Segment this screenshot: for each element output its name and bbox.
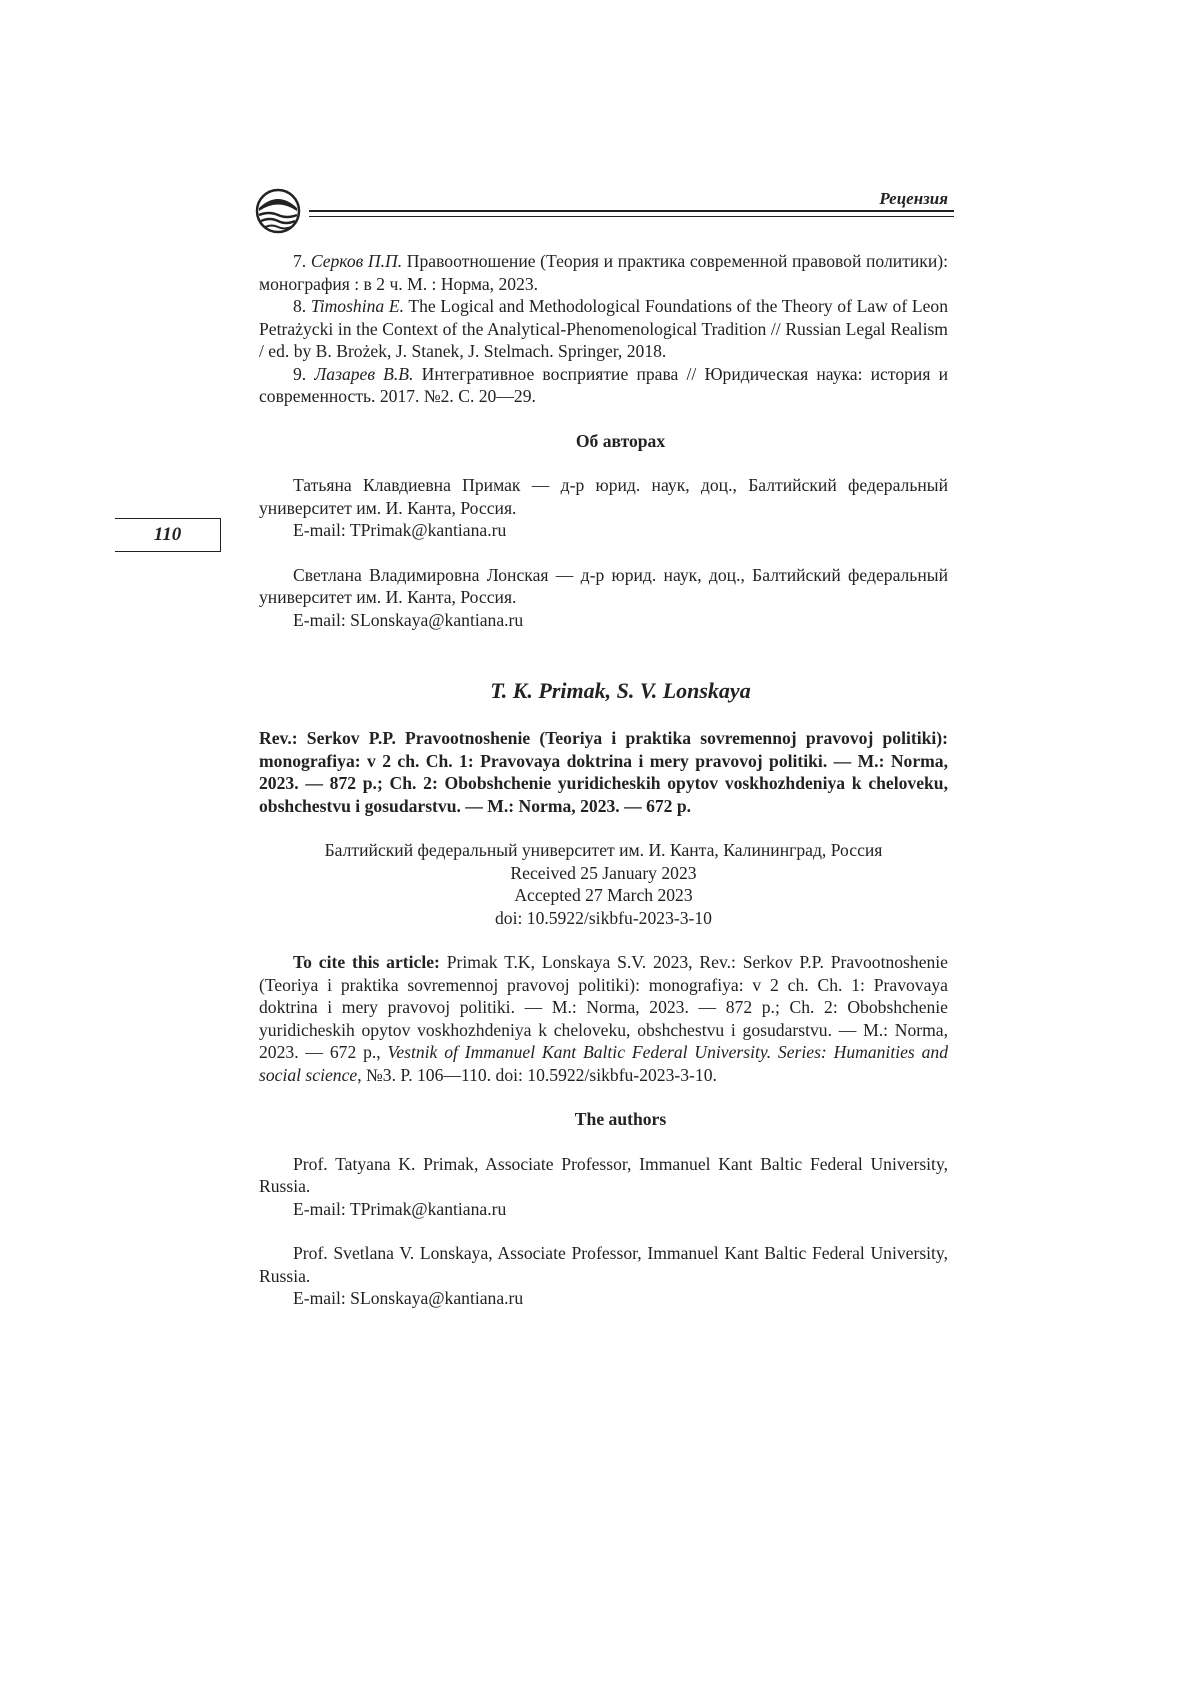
about-authors-heading-ru: Об авторах — [575, 430, 666, 451]
page-content — [259, 250, 948, 1310]
header-rule — [309, 210, 954, 217]
doi: doi: 10.5922/sikbfu-2023-3-10 — [495, 907, 712, 928]
author-email-en: E-mail: SLonskaya@kantiana.ru — [293, 1288, 524, 1308]
review-reference: Rev.: Serkov P.P. Pravootnoshenie (Teoriya i praktika sovremennoj pravovoj politiki): monografiya: v 2 ch. Ch. 1: Pravovaya doktrina i mery pravovoj politiki. — M.: Norma, 2023. — 872 p.; Ch. 2: Obobshchenie yuridicheskih opytov voskhozhdeniya k cheloveku, obshchestvu i gosudarstvu. — M.: Norma, 2023. — 672 p. — [259, 728, 948, 816]
running-head: Рецензия — [879, 189, 948, 208]
reference-author: Серков П.П. — [310, 251, 403, 271]
citation — [259, 951, 948, 1086]
reference-item: 7. Серков П.П. Правоотношение (Теория и практика современной правовой политики): монография : в 2 ч. М. : Норма, 2023. — [259, 251, 949, 294]
affiliation: Балтийский федеральный университет им. И. Канта, Калининград, Россия — [324, 840, 883, 860]
page-number: 110 — [115, 518, 221, 552]
author-email-ru: E-mail: SLonskaya@kantiana.ru — [293, 609, 524, 630]
accepted-date: Accepted 27 March 2023 — [514, 885, 693, 905]
cite-journal: Vestnik of Immanuel Kant Baltic Federal University. Series: Humanities and social science — [259, 1042, 948, 1085]
author-email-ru: E-mail: TPrimak@kantiana.ru — [293, 520, 507, 540]
author-bio-ru: Татьяна Клавдиевна Примак — д-р юрид. наук, доц., Балтийский федеральный университет им. И. Канта, Россия. — [259, 475, 948, 518]
reference-text: The Logical and Methodological Foundations of the Theory of Law of Leon Petrażycki in the Context of the Analytical-Phenomenological Tradition // Russian Legal Realism / ed. by B. Brożek, J. Stanek, J. Stelmach. Springer, 2018. — [259, 296, 948, 361]
reference-item: 8. Timoshina E. The Logical and Methodological Foundations of the Theory of Law of Leon Petrażycki in the Context of the Analytical-Phenomenological Tradition // Russian Legal Realism / ed. by B. Brożek, J. Stanek, J. Stelmach. Springer, 2018. — [259, 296, 948, 361]
reference-item: 9. Лазарев В.В. Интегративное восприятие права // Юридическая наука: история и современность. 2017. №2. С. 20—29. — [259, 363, 948, 406]
reference-text: Интегративное восприятие права // Юридическая наука: история и современность. 2017. №2. С. 20—29. — [259, 363, 948, 406]
cite-text-end: , №3. P. 106—110. doi: 10.5922/sikbfu-2023-3-10. — [357, 1064, 717, 1085]
author-bio-en: Prof. Tatyana K. Primak, Associate Professor, Immanuel Kant Baltic Federal University, Russia. — [259, 1153, 948, 1196]
journal-logo-icon — [255, 188, 301, 234]
cite-text: Primak T.K, Lonskaya S.V. 2023, Rev.: Serkov P.P. Pravootnoshenie (Teoriya i praktika sovremennoj pravovoj politiki): monografiya: v 2 ch. Ch. 1: Pravovaya doktrina i mery pravovoj politiki. — M.: Norma, 2023. — 872 p.; Ch. 2: Obobshchenie yuridicheskih opytov voskhozhdeniya k cheloveku, obshchestvu i gosudarstvu. — M.: Norma, 2023. — 672 p., — [259, 952, 948, 1062]
author-bio-en: Prof. Svetlana V. Lonskaya, Associate Professor, Immanuel Kant Baltic Federal University, Russia. — [259, 1243, 948, 1286]
author-bio-ru: Светлана Владимировна Лонская — д-р юрид. наук, доц., Балтийский федеральный университет им. И. Канта, Россия. — [259, 564, 948, 607]
authors-heading-en: The authors — [574, 1109, 667, 1129]
author-email-en: E-mail: TPrimak@kantiana.ru — [293, 1198, 507, 1219]
reference-text: Правоотношение (Теория и практика современной правовой политики): монография : в 2 ч. М. : Норма, 2023. — [259, 251, 949, 294]
english-title: T. K. Primak, S. V. Lonskaya — [490, 678, 751, 703]
cite-label: To cite this article: — [293, 952, 440, 972]
reference-author: Timoshina E. — [310, 296, 405, 316]
article-meta — [259, 839, 948, 929]
received-date: Received 25 January 2023 — [510, 862, 697, 883]
reference-author: Лазарев В.В. — [314, 363, 414, 384]
